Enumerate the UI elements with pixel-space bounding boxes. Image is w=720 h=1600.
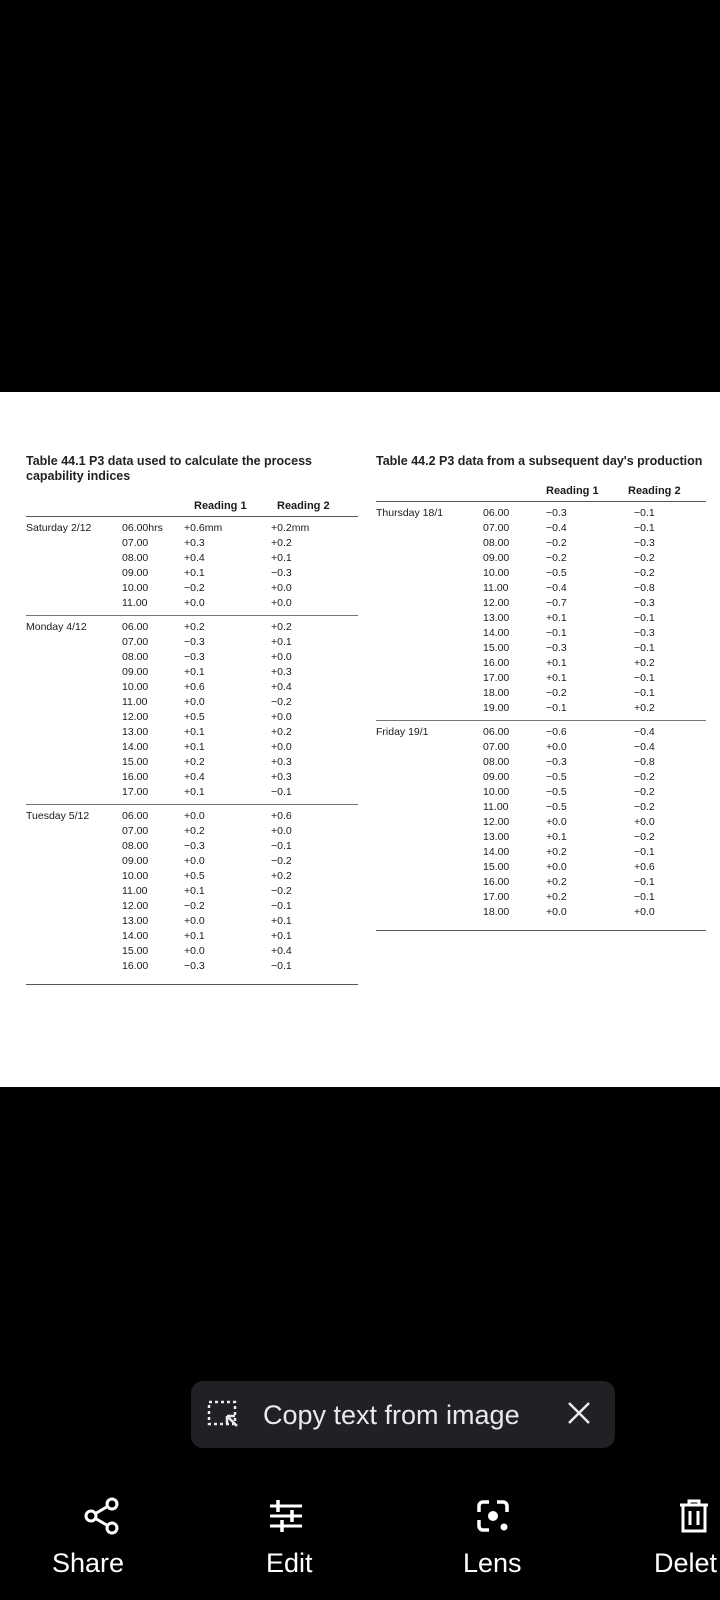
reading-1-cell: −0.4 xyxy=(546,522,567,534)
reading-2-cell: +0.6 xyxy=(271,810,292,822)
reading-2-cell: −0.2 xyxy=(634,786,655,798)
delete-label: Delet xyxy=(654,1548,718,1578)
table-row xyxy=(376,815,706,830)
reading-2-cell: +0.3 xyxy=(271,771,292,783)
time-cell: 12.00 xyxy=(122,900,149,912)
time-cell: 17.00 xyxy=(122,786,149,798)
table-row xyxy=(26,680,358,695)
reading-2-cell: −0.1 xyxy=(634,507,655,519)
share-icon xyxy=(82,1496,122,1536)
table-row xyxy=(26,536,358,551)
reading-2-cell: +0.2 xyxy=(271,870,292,882)
time-cell: 16.00 xyxy=(483,876,510,888)
reading-1-cell: −0.1 xyxy=(546,627,567,639)
table-row xyxy=(26,665,358,680)
reading-2-cell: −0.2 xyxy=(271,855,292,867)
table-row xyxy=(26,899,358,914)
reading-2-cell: −0.4 xyxy=(634,741,655,753)
time-cell: 11.00 xyxy=(122,885,148,897)
reading-1-cell: +0.3 xyxy=(184,537,205,549)
reading-1-cell: −0.5 xyxy=(546,801,567,813)
time-cell: 11.00 xyxy=(122,696,148,708)
reading-1-cell: +0.5 xyxy=(184,870,205,882)
reading-2-cell: +0.6 xyxy=(634,861,655,873)
table-row xyxy=(376,740,706,755)
table-row xyxy=(376,890,706,905)
table-row xyxy=(26,809,358,824)
reading-1-cell: +0.0 xyxy=(184,597,205,609)
trash-icon xyxy=(674,1496,714,1536)
table-44-1 xyxy=(26,454,358,985)
reading-2-cell: −0.2 xyxy=(634,801,655,813)
table-row xyxy=(26,710,358,725)
table-row xyxy=(376,845,706,860)
share-label: Share xyxy=(52,1548,125,1578)
reading-1-cell: +0.2 xyxy=(546,876,567,888)
day-label: Tuesday 5/12 xyxy=(26,810,90,822)
time-cell: 19.00 xyxy=(483,702,510,714)
table-bottom-rule xyxy=(376,930,706,931)
time-cell: 12.00 xyxy=(122,711,149,723)
reading-2-cell: −0.1 xyxy=(634,846,655,858)
table-row xyxy=(26,884,358,899)
table-row xyxy=(26,770,358,785)
reading-1-cell: −0.1 xyxy=(546,702,567,714)
reading-2-cell: +0.0 xyxy=(271,741,292,753)
reading-2-cell: +0.0 xyxy=(634,906,655,918)
table-row xyxy=(376,725,706,740)
header-reading-2: Reading 2 xyxy=(277,500,330,512)
reading-1-cell: +0.4 xyxy=(184,552,205,564)
time-cell: 14.00 xyxy=(483,627,510,639)
table-row xyxy=(26,581,358,596)
reading-2-cell: −0.1 xyxy=(271,960,292,972)
reading-1-cell: +0.0 xyxy=(184,945,205,957)
table-day-group xyxy=(376,720,706,924)
reading-2-cell: +0.3 xyxy=(271,756,292,768)
reading-1-cell: −0.3 xyxy=(184,636,205,648)
reading-1-cell: +0.0 xyxy=(184,855,205,867)
reading-2-cell: +0.0 xyxy=(271,582,292,594)
table-row xyxy=(26,959,358,974)
time-cell: 09.00 xyxy=(122,855,149,867)
time-cell: 15.00 xyxy=(122,756,149,768)
tune-sliders-icon xyxy=(266,1496,306,1536)
time-cell: 08.00 xyxy=(122,651,149,663)
time-cell: 10.00 xyxy=(483,567,510,579)
reading-2-cell: +0.0 xyxy=(271,651,292,663)
time-cell: 11.00 xyxy=(483,801,509,813)
time-cell: 07.00 xyxy=(122,636,149,648)
reading-1-cell: −0.2 xyxy=(184,582,205,594)
reading-2-cell: +0.0 xyxy=(634,816,655,828)
time-cell: 15.00 xyxy=(483,642,510,654)
reading-1-cell: −0.5 xyxy=(546,567,567,579)
table-row xyxy=(26,650,358,665)
reading-1-cell: +0.1 xyxy=(184,666,205,678)
reading-1-cell: +0.0 xyxy=(546,861,567,873)
time-cell: 10.00 xyxy=(122,582,149,594)
reading-1-cell: −0.3 xyxy=(184,960,205,972)
reading-2-cell: −0.2 xyxy=(271,885,292,897)
table-44-2 xyxy=(376,454,706,931)
reading-1-cell: +0.1 xyxy=(546,672,567,684)
time-cell: 13.00 xyxy=(122,726,149,738)
table-row xyxy=(376,611,706,626)
copy-text-label[interactable]: Copy text from image xyxy=(263,1400,520,1430)
reading-1-cell: −0.3 xyxy=(546,642,567,654)
reading-1-cell: +0.2 xyxy=(184,621,205,633)
time-cell: 06.00 xyxy=(122,621,149,633)
reading-2-cell: +0.1 xyxy=(271,636,292,648)
table-row xyxy=(26,785,358,800)
reading-2-cell: −0.2 xyxy=(271,696,292,708)
reading-1-cell: +0.1 xyxy=(546,831,567,843)
table-row xyxy=(26,695,358,710)
time-cell: 07.00 xyxy=(122,825,149,837)
reading-1-cell: −0.4 xyxy=(546,582,567,594)
reading-1-cell: +0.2 xyxy=(184,825,205,837)
reading-1-cell: +0.2 xyxy=(546,891,567,903)
reading-2-cell: +0.2 xyxy=(271,621,292,633)
reading-2-cell: −0.8 xyxy=(634,756,655,768)
table-row xyxy=(376,581,706,596)
reading-1-cell: −0.2 xyxy=(546,687,567,699)
time-cell: 11.00 xyxy=(122,597,148,609)
table-row xyxy=(26,929,358,944)
reading-2-cell: +0.1 xyxy=(271,930,292,942)
day-label: Friday 19/1 xyxy=(376,726,429,738)
time-cell: 17.00 xyxy=(483,672,510,684)
table-bottom-rule xyxy=(26,984,358,985)
time-cell: 14.00 xyxy=(122,930,149,942)
time-cell: 13.00 xyxy=(483,612,510,624)
reading-2-cell: +0.1 xyxy=(271,552,292,564)
time-cell: 08.00 xyxy=(122,552,149,564)
table-row xyxy=(376,905,706,920)
time-cell: 11.00 xyxy=(483,582,509,594)
reading-1-cell: +0.1 xyxy=(184,786,205,798)
table-day-group xyxy=(376,502,706,720)
reading-1-cell: −0.5 xyxy=(546,786,567,798)
day-label: Saturday 2/12 xyxy=(26,522,92,534)
reading-2-cell: +0.2 xyxy=(634,702,655,714)
reading-2-cell: +0.2mm xyxy=(271,522,310,534)
reading-1-cell: +0.6 xyxy=(184,681,205,693)
time-cell: 12.00 xyxy=(483,816,510,828)
reading-1-cell: −0.2 xyxy=(546,537,567,549)
reading-2-cell: −0.1 xyxy=(634,891,655,903)
table-caption: Table 44.1 P3 data used to calculate the process capability indices xyxy=(26,454,312,483)
reading-2-cell: +0.2 xyxy=(634,657,655,669)
table-body xyxy=(26,517,358,978)
lens-label: Lens xyxy=(463,1548,522,1578)
lens-icon xyxy=(473,1496,513,1536)
time-cell: 09.00 xyxy=(122,666,149,678)
table-day-group xyxy=(26,804,358,978)
reading-2-cell: −0.3 xyxy=(634,627,655,639)
bottom-action-bar xyxy=(0,1480,720,1600)
table-header xyxy=(376,483,706,501)
reading-1-cell: +0.1 xyxy=(546,612,567,624)
table-row xyxy=(376,566,706,581)
text-select-icon xyxy=(207,1400,239,1428)
reading-2-cell: +0.2 xyxy=(271,726,292,738)
day-label: Thursday 18/1 xyxy=(376,507,444,519)
time-cell: 18.00 xyxy=(483,687,510,699)
reading-2-cell: −0.1 xyxy=(634,642,655,654)
reading-2-cell: −0.2 xyxy=(634,567,655,579)
reading-2-cell: +0.4 xyxy=(271,681,292,693)
table-row xyxy=(26,620,358,635)
table-row xyxy=(26,740,358,755)
lens-button[interactable] xyxy=(455,1480,575,1590)
copy-text-chip[interactable] xyxy=(191,1381,615,1448)
time-cell: 10.00 xyxy=(122,870,149,882)
reading-1-cell: +0.5 xyxy=(184,711,205,723)
reading-1-cell: −0.6 xyxy=(546,726,567,738)
table-row xyxy=(26,521,358,536)
table-row xyxy=(376,860,706,875)
reading-1-cell: −0.3 xyxy=(184,651,205,663)
reading-1-cell: +0.0 xyxy=(184,915,205,927)
reading-1-cell: +0.0 xyxy=(546,906,567,918)
reading-1-cell: +0.6mm xyxy=(184,522,223,534)
reading-2-cell: −0.1 xyxy=(634,876,655,888)
table-row xyxy=(26,914,358,929)
time-cell: 09.00 xyxy=(483,552,510,564)
time-cell: 06.00 xyxy=(122,810,149,822)
table-row xyxy=(376,755,706,770)
time-cell: 15.00 xyxy=(122,945,149,957)
time-cell: 09.00 xyxy=(122,567,149,579)
time-cell: 07.00 xyxy=(483,522,510,534)
header-reading-2: Reading 2 xyxy=(628,485,681,497)
reading-1-cell: −0.5 xyxy=(546,771,567,783)
table-day-group xyxy=(26,615,358,804)
reading-1-cell: +0.2 xyxy=(546,846,567,858)
reading-2-cell: −0.1 xyxy=(271,840,292,852)
table-row xyxy=(376,686,706,701)
time-cell: 13.00 xyxy=(483,831,510,843)
reading-1-cell: −0.2 xyxy=(184,900,205,912)
reading-2-cell: +0.1 xyxy=(271,915,292,927)
time-cell: 06.00 xyxy=(483,726,510,738)
reading-1-cell: +0.0 xyxy=(546,816,567,828)
table-row xyxy=(376,785,706,800)
table-row xyxy=(26,839,358,854)
time-cell: 10.00 xyxy=(122,681,149,693)
time-cell: 17.00 xyxy=(483,891,510,903)
close-icon[interactable] xyxy=(566,1395,592,1435)
table-row xyxy=(376,536,706,551)
time-cell: 06.00 xyxy=(483,507,510,519)
time-cell: 08.00 xyxy=(122,840,149,852)
reading-2-cell: −0.4 xyxy=(634,726,655,738)
header-reading-1: Reading 1 xyxy=(546,485,599,497)
table-row xyxy=(26,551,358,566)
reading-2-cell: −0.1 xyxy=(634,672,655,684)
table-row xyxy=(26,755,358,770)
time-cell: 10.00 xyxy=(483,786,510,798)
time-cell: 06.00hrs xyxy=(122,522,163,534)
reading-1-cell: +0.1 xyxy=(184,885,205,897)
time-cell: 08.00 xyxy=(483,537,510,549)
reading-2-cell: −0.1 xyxy=(634,612,655,624)
table-row xyxy=(376,875,706,890)
table-row xyxy=(26,944,358,959)
time-cell: 13.00 xyxy=(122,915,149,927)
table-row xyxy=(376,656,706,671)
reading-2-cell: −0.1 xyxy=(634,687,655,699)
table-row xyxy=(26,869,358,884)
table-row xyxy=(26,824,358,839)
table-header xyxy=(26,498,358,516)
reading-1-cell: −0.2 xyxy=(546,552,567,564)
reading-1-cell: −0.3 xyxy=(184,840,205,852)
reading-2-cell: −0.1 xyxy=(271,786,292,798)
time-cell: 12.00 xyxy=(483,597,510,609)
reading-2-cell: +0.0 xyxy=(271,597,292,609)
table-row xyxy=(376,506,706,521)
photo-content[interactable] xyxy=(0,392,720,1087)
reading-2-cell: −0.2 xyxy=(634,771,655,783)
reading-2-cell: −0.3 xyxy=(634,537,655,549)
table-row xyxy=(376,830,706,845)
table-row xyxy=(26,854,358,869)
reading-1-cell: +0.2 xyxy=(184,756,205,768)
share-button[interactable] xyxy=(40,1480,160,1590)
table-body xyxy=(376,502,706,924)
reading-1-cell: −0.7 xyxy=(546,597,567,609)
table-row xyxy=(376,671,706,686)
reading-2-cell: +0.0 xyxy=(271,825,292,837)
time-cell: 14.00 xyxy=(483,846,510,858)
reading-2-cell: −0.1 xyxy=(634,522,655,534)
table-caption: Table 44.2 P3 data from a subsequent day's production xyxy=(376,454,703,468)
table-row xyxy=(376,770,706,785)
time-cell: 07.00 xyxy=(483,741,510,753)
time-cell: 16.00 xyxy=(483,657,510,669)
day-label: Monday 4/12 xyxy=(26,621,87,633)
table-row xyxy=(26,635,358,650)
reading-1-cell: +0.0 xyxy=(546,741,567,753)
reading-2-cell: −0.3 xyxy=(634,597,655,609)
table-row xyxy=(26,725,358,740)
time-cell: 18.00 xyxy=(483,906,510,918)
time-cell: 16.00 xyxy=(122,771,149,783)
reading-2-cell: +0.2 xyxy=(271,537,292,549)
reading-2-cell: +0.0 xyxy=(271,711,292,723)
reading-1-cell: +0.0 xyxy=(184,810,205,822)
edit-button[interactable] xyxy=(252,1480,372,1590)
table-row xyxy=(26,596,358,611)
reading-1-cell: +0.1 xyxy=(184,930,205,942)
table-row xyxy=(376,521,706,536)
table-row xyxy=(376,800,706,815)
time-cell: 08.00 xyxy=(483,756,510,768)
table-row xyxy=(376,641,706,656)
time-cell: 07.00 xyxy=(122,537,149,549)
reading-1-cell: +0.4 xyxy=(184,771,205,783)
header-reading-1: Reading 1 xyxy=(194,500,247,512)
time-cell: 16.00 xyxy=(122,960,149,972)
time-cell: 15.00 xyxy=(483,861,510,873)
reading-2-cell: −0.2 xyxy=(634,552,655,564)
edit-label: Edit xyxy=(266,1548,313,1578)
reading-2-cell: +0.3 xyxy=(271,666,292,678)
delete-button[interactable] xyxy=(650,1480,720,1590)
time-cell: 09.00 xyxy=(483,771,510,783)
table-day-group xyxy=(26,517,358,615)
reading-1-cell: +0.1 xyxy=(184,741,205,753)
table-row xyxy=(376,551,706,566)
time-cell: 14.00 xyxy=(122,741,149,753)
reading-2-cell: −0.1 xyxy=(271,900,292,912)
table-row xyxy=(376,701,706,716)
table-row xyxy=(26,566,358,581)
reading-2-cell: −0.2 xyxy=(634,831,655,843)
reading-2-cell: +0.4 xyxy=(271,945,292,957)
reading-1-cell: +0.1 xyxy=(546,657,567,669)
reading-1-cell: +0.0 xyxy=(184,696,205,708)
reading-1-cell: +0.1 xyxy=(184,726,205,738)
reading-1-cell: −0.3 xyxy=(546,507,567,519)
reading-2-cell: −0.3 xyxy=(271,567,292,579)
reading-1-cell: −0.3 xyxy=(546,756,567,768)
table-row xyxy=(376,596,706,611)
reading-1-cell: +0.1 xyxy=(184,567,205,579)
reading-2-cell: −0.8 xyxy=(634,582,655,594)
table-row xyxy=(376,626,706,641)
